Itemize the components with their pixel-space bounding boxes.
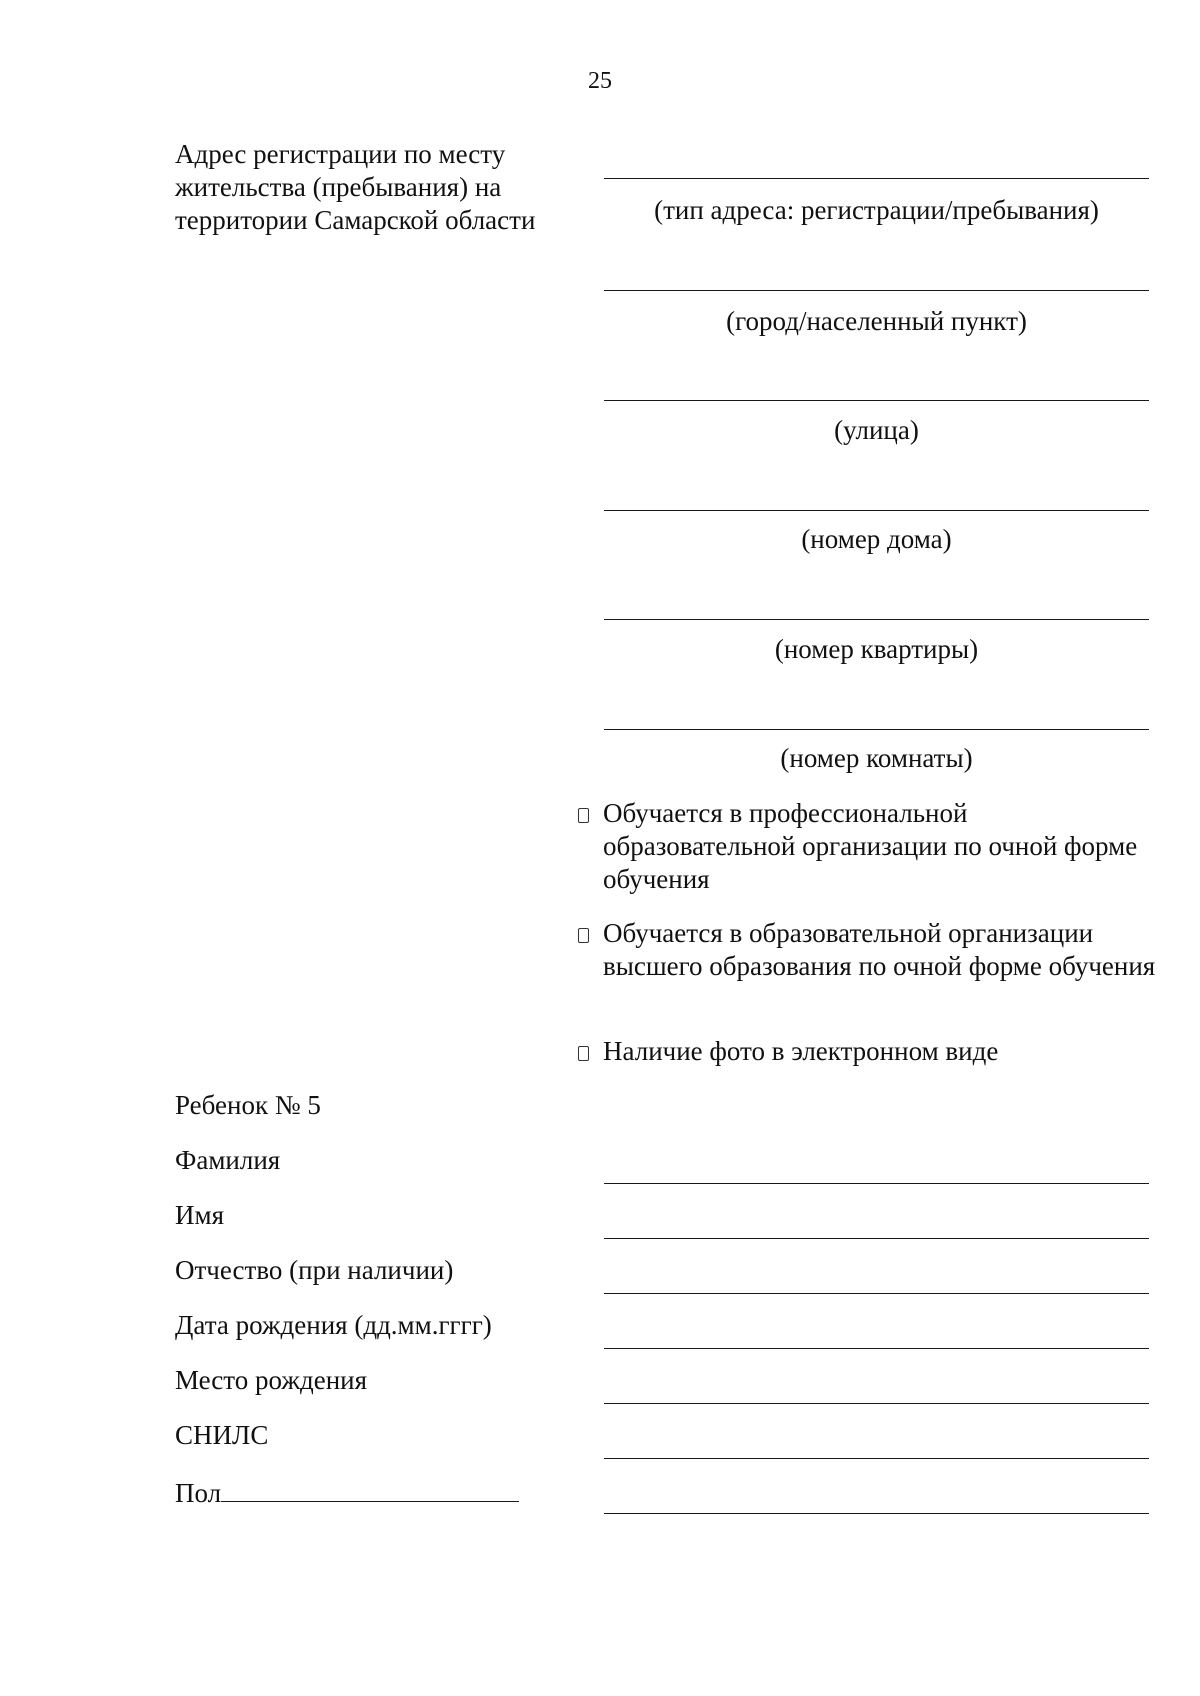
room-number-caption: (номер комнаты) xyxy=(780,743,973,773)
surname-field[interactable] xyxy=(604,1183,1149,1184)
checkbox-label: Обучается в профессиональной образовательной организации по очной форме обучения xyxy=(603,798,1138,894)
patronymic-field[interactable] xyxy=(604,1293,1149,1294)
address-type-caption: (тип адреса: регистрации/пребывания) xyxy=(654,195,1099,225)
name-label: Имя xyxy=(175,1200,225,1230)
birth-date-field[interactable] xyxy=(604,1348,1149,1349)
snils-field[interactable] xyxy=(604,1458,1149,1459)
checkbox-item-higher-education[interactable] xyxy=(578,917,1158,983)
house-number-field[interactable] xyxy=(604,510,1149,511)
surname-label: Фамилия xyxy=(175,1145,281,1175)
gender-row xyxy=(175,1475,519,1509)
city-caption: (город/населенный пункт) xyxy=(726,306,1027,336)
name-field[interactable] xyxy=(604,1238,1149,1239)
room-number-field[interactable] xyxy=(604,729,1149,730)
gender-label: Пол xyxy=(175,1478,222,1508)
checkbox-icon[interactable] xyxy=(578,928,589,943)
child-heading: Ребенок № 5 xyxy=(175,1090,321,1120)
street-caption: (улица) xyxy=(834,415,919,445)
address-block-label: Адрес регистрации по месту жительства (пребывания) на территории Самарской области xyxy=(175,139,536,235)
checkbox-icon[interactable] xyxy=(578,808,589,823)
checkbox-item-photo[interactable] xyxy=(578,1035,1158,1068)
apartment-number-field[interactable] xyxy=(604,619,1149,620)
checkbox-label: Наличие фото в электронном виде xyxy=(603,1036,999,1066)
house-number-caption: (номер дома) xyxy=(801,524,952,554)
checkbox-label: Обучается в образовательной организации высшего образования по очной форме обучения xyxy=(603,918,1156,981)
snils-label: СНИЛС xyxy=(175,1420,269,1450)
checkbox-icon[interactable] xyxy=(578,1046,589,1061)
birth-place-label: Место рождения xyxy=(175,1365,368,1395)
street-field[interactable] xyxy=(604,400,1149,401)
apartment-number-caption: (номер квартиры) xyxy=(774,634,979,664)
birth-date-label: Дата рождения (дд.мм.гггг) xyxy=(175,1310,492,1340)
checkbox-item-professional-education[interactable] xyxy=(578,797,1158,896)
gender-inline-field[interactable] xyxy=(221,1475,519,1502)
patronymic-label: Отчество (при наличии) xyxy=(175,1255,454,1285)
gender-field[interactable] xyxy=(604,1513,1149,1514)
page-number: 25 xyxy=(588,68,612,94)
city-field[interactable] xyxy=(604,290,1149,291)
address-type-field[interactable] xyxy=(604,178,1149,179)
birth-place-field[interactable] xyxy=(604,1403,1149,1404)
